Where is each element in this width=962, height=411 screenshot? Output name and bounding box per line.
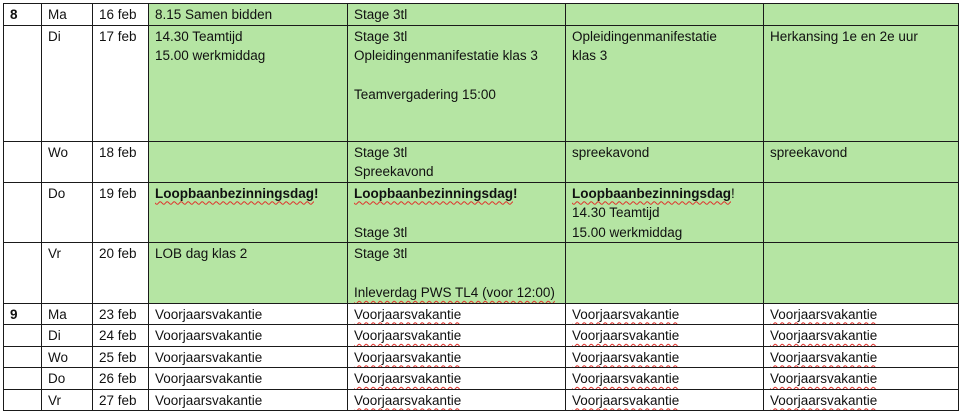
- cell-line: [770, 369, 952, 389]
- cell-line: [354, 46, 559, 66]
- schedule-cell[interactable]: [764, 368, 959, 390]
- table-row: [4, 303, 959, 325]
- cell-text: Loopbaanbezinningsdag: [354, 185, 513, 201]
- cell-line: [572, 184, 757, 204]
- schedule-cell[interactable]: [149, 25, 348, 141]
- week-number-cell[interactable]: [4, 141, 42, 182]
- cell-line: [354, 264, 559, 284]
- cell-text: Opleidingenmanifestatie: [572, 28, 717, 44]
- table-row: [4, 141, 959, 182]
- cell-text: Voorjaarsvakantie: [572, 349, 680, 365]
- cell-text: Herkansing 1e en 2e uur: [770, 28, 918, 44]
- schedule-cell[interactable]: [149, 303, 348, 325]
- cell-line: [572, 391, 757, 411]
- cell-text: Voorjaarsvakantie: [572, 392, 680, 408]
- weekday-cell[interactable]: Vr: [42, 389, 93, 411]
- schedule-cell[interactable]: [764, 25, 959, 141]
- cell-line: [354, 326, 559, 346]
- cell-text: Voorjaarsvakantie: [770, 371, 878, 386]
- schedule-cell[interactable]: [566, 325, 764, 347]
- cell-text: 15.00 werkmiddag: [155, 48, 266, 63]
- schedule-cell[interactable]: [348, 346, 566, 368]
- cell-line: [572, 203, 757, 223]
- cell-text: Loopbaanbezinningsdag: [572, 185, 731, 201]
- cell-line: [770, 326, 952, 346]
- date-cell[interactable]: 17 feb: [93, 25, 149, 141]
- cell-text: Stage 3tl: [354, 7, 408, 22]
- schedule-cell[interactable]: [348, 243, 566, 304]
- cell-text: Stage 3tl: [354, 28, 408, 44]
- cell-text: Voorjaarsvakantie: [572, 328, 680, 343]
- schedule-cell[interactable]: [566, 182, 764, 243]
- cell-line: [572, 348, 757, 368]
- schedule-cell[interactable]: [348, 182, 566, 243]
- cell-text-suffix: !: [314, 185, 319, 201]
- week-number-cell[interactable]: [4, 368, 42, 390]
- cell-text: Spreekavond: [354, 164, 434, 179]
- cell-line: [155, 27, 341, 47]
- schedule-cell[interactable]: [348, 4, 566, 26]
- cell-text: Voorjaarsvakantie: [155, 349, 263, 365]
- cell-line: [770, 305, 952, 325]
- week-number-cell[interactable]: [4, 243, 42, 304]
- date-cell[interactable]: 25 feb: [93, 346, 149, 368]
- cell-line: [572, 27, 757, 47]
- weekday-cell[interactable]: Di: [42, 325, 93, 347]
- schedule-cell[interactable]: [348, 303, 566, 325]
- cell-text: 15.00 werkmiddag: [572, 224, 683, 240]
- cell-text: Voorjaarsvakantie: [354, 392, 462, 408]
- cell-text: 14.30 Teamtijd: [572, 205, 660, 220]
- cell-line: [354, 391, 559, 411]
- cell-line: [155, 46, 341, 66]
- cell-line: [572, 143, 757, 163]
- cell-line: [354, 162, 559, 182]
- cell-line: [354, 143, 559, 163]
- weekday-cell[interactable]: Do: [42, 368, 93, 390]
- cell-text: Voorjaarsvakantie: [354, 349, 462, 365]
- cell-line: [770, 391, 952, 411]
- cell-text: spreekavond: [770, 144, 848, 160]
- date-cell[interactable]: 19 feb: [93, 182, 149, 243]
- schedule-cell[interactable]: [149, 346, 348, 368]
- cell-text-suffix: !: [513, 185, 518, 201]
- cell-line: [155, 391, 341, 411]
- cell-text: Inleverdag PWS TL4 (voor 12:00): [354, 285, 555, 300]
- schedule-cell[interactable]: [149, 368, 348, 390]
- cell-line: [354, 5, 559, 25]
- table-row: [4, 368, 959, 390]
- cell-text: 8.15 Samen bidden: [155, 7, 273, 22]
- schedule-cell[interactable]: [348, 368, 566, 390]
- cell-text: Stage 3tl: [354, 246, 408, 261]
- week-number-cell[interactable]: 9: [4, 303, 42, 325]
- cell-line: [354, 203, 559, 223]
- cell-text: Voorjaarsvakantie: [155, 392, 263, 408]
- cell-text: Voorjaarsvakantie: [155, 328, 263, 343]
- schedule-cell[interactable]: [566, 368, 764, 390]
- cell-text: Teamvergadering 15:00: [354, 87, 496, 102]
- date-cell[interactable]: 18 feb: [93, 141, 149, 182]
- cell-line: [354, 66, 559, 86]
- cell-line: [572, 326, 757, 346]
- week-number-cell[interactable]: [4, 25, 42, 141]
- cell-text: Stage 3tl: [354, 224, 408, 240]
- cell-line: [155, 369, 341, 389]
- cell-text: Voorjaarsvakantie: [572, 306, 680, 322]
- date-cell[interactable]: 23 feb: [93, 303, 149, 325]
- schedule-table: [3, 3, 959, 411]
- cell-text: Stage 3tl: [354, 144, 408, 160]
- cell-text: Loopbaanbezinningsdag: [155, 185, 314, 201]
- cell-text-suffix: !: [731, 185, 735, 201]
- schedule-cell[interactable]: [149, 141, 348, 182]
- cell-text: Voorjaarsvakantie: [770, 328, 878, 343]
- schedule-cell[interactable]: [348, 25, 566, 141]
- cell-line: [354, 223, 559, 243]
- weekday-cell[interactable]: Ma: [42, 4, 93, 26]
- date-cell[interactable]: 16 feb: [93, 4, 149, 26]
- weekday-cell[interactable]: Vr: [42, 243, 93, 304]
- table-row: [4, 243, 959, 304]
- cell-line: [354, 244, 559, 264]
- cell-line: [155, 326, 341, 346]
- date-cell[interactable]: 24 feb: [93, 325, 149, 347]
- cell-line: [354, 283, 559, 303]
- weekday-cell[interactable]: Di: [42, 25, 93, 141]
- date-cell[interactable]: 20 feb: [93, 243, 149, 304]
- schedule-cell[interactable]: [566, 303, 764, 325]
- cell-line: [770, 348, 952, 368]
- schedule-cell[interactable]: [348, 141, 566, 182]
- cell-line: [155, 348, 341, 368]
- cell-line: [354, 184, 559, 204]
- cell-text: Voorjaarsvakantie: [155, 306, 263, 322]
- table-row: [4, 4, 959, 26]
- cell-line: [155, 184, 341, 204]
- schedule-cell[interactable]: [348, 325, 566, 347]
- cell-line: [354, 369, 559, 389]
- weekday-cell[interactable]: Do: [42, 182, 93, 243]
- cell-line: [770, 27, 952, 47]
- schedule-cell[interactable]: [149, 243, 348, 304]
- schedule-cell[interactable]: [764, 4, 959, 26]
- schedule-cell[interactable]: [764, 346, 959, 368]
- schedule-cell[interactable]: [764, 303, 959, 325]
- cell-text: Voorjaarsvakantie: [572, 371, 680, 386]
- table-row: [4, 182, 959, 243]
- cell-text: Voorjaarsvakantie: [155, 371, 263, 386]
- week-number-cell[interactable]: [4, 182, 42, 243]
- cell-text: spreekavond: [572, 144, 650, 160]
- cell-line: [572, 305, 757, 325]
- cell-text: Voorjaarsvakantie: [354, 328, 462, 343]
- schedule-cell[interactable]: [149, 4, 348, 26]
- schedule-body: [4, 4, 959, 411]
- cell-line: [354, 85, 559, 105]
- date-cell[interactable]: 26 feb: [93, 368, 149, 390]
- schedule-cell[interactable]: [566, 346, 764, 368]
- cell-text: Voorjaarsvakantie: [354, 371, 462, 386]
- schedule-cell[interactable]: [566, 141, 764, 182]
- schedule-cell[interactable]: [764, 243, 959, 304]
- date-cell[interactable]: 27 feb: [93, 389, 149, 411]
- schedule-cell[interactable]: [149, 182, 348, 243]
- cell-text: Opleidingenmanifestatie klas 3: [354, 48, 538, 63]
- cell-line: [155, 244, 341, 264]
- cell-line: [354, 348, 559, 368]
- schedule-cell[interactable]: [764, 182, 959, 243]
- week-number-cell[interactable]: [4, 346, 42, 368]
- cell-line: [155, 5, 341, 25]
- cell-text: Voorjaarsvakantie: [354, 306, 462, 322]
- week-number-cell[interactable]: [4, 325, 42, 347]
- cell-line: [572, 46, 757, 66]
- cell-line: [155, 305, 341, 325]
- cell-text: Voorjaarsvakantie: [770, 306, 878, 322]
- table-row: [4, 25, 959, 141]
- cell-text: klas 3: [572, 48, 608, 63]
- cell-text: LOB dag klas 2: [155, 246, 248, 261]
- cell-text: Voorjaarsvakantie: [770, 349, 878, 365]
- cell-line: [572, 369, 757, 389]
- cell-line: [770, 143, 952, 163]
- table-row: [4, 325, 959, 347]
- table-row: [4, 346, 959, 368]
- week-number-cell[interactable]: 8: [4, 4, 42, 26]
- schedule-cell[interactable]: [566, 243, 764, 304]
- schedule-cell[interactable]: [566, 25, 764, 141]
- cell-line: [572, 223, 757, 243]
- schedule-cell[interactable]: [149, 325, 348, 347]
- cell-text: Voorjaarsvakantie: [770, 392, 878, 408]
- schedule-cell[interactable]: [566, 4, 764, 26]
- cell-text: 14.30 Teamtijd: [155, 28, 243, 44]
- schedule-cell[interactable]: [764, 141, 959, 182]
- schedule-cell[interactable]: [764, 325, 959, 347]
- weekday-cell[interactable]: Ma: [42, 303, 93, 325]
- cell-line: [354, 305, 559, 325]
- cell-line: [354, 27, 559, 47]
- weekday-cell[interactable]: Wo: [42, 346, 93, 368]
- weekday-cell[interactable]: Wo: [42, 141, 93, 182]
